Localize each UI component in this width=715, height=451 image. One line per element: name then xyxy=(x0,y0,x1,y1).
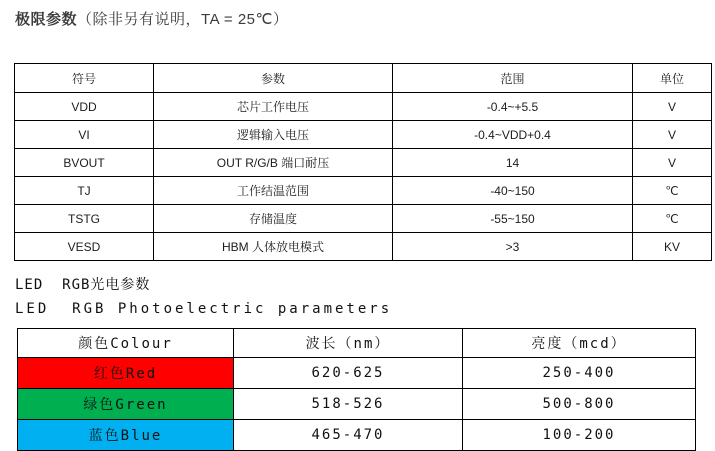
limits-header-row xyxy=(15,64,712,93)
symbol-cell: TSTG xyxy=(15,205,154,233)
unit-cell: ℃ xyxy=(633,205,712,233)
colors-header-brightness: 亮度（mcd） xyxy=(463,329,696,358)
color-name-cell: 红色Red xyxy=(18,358,234,389)
limits-table xyxy=(14,63,712,261)
colors-header-wavelength: 波长（nm） xyxy=(234,329,463,358)
colors-header-row xyxy=(18,329,696,358)
symbol-cell: VDD xyxy=(15,93,154,121)
limits-header-range: 范围 xyxy=(393,64,633,93)
title-note-text: （除非另有说明，TA = 25℃） xyxy=(77,11,289,28)
table-row xyxy=(18,358,696,389)
limits-header-parameter: 参数 xyxy=(154,64,393,93)
led-heading-cn: LED RGB光电参数 xyxy=(15,277,151,293)
color-name-cell: 蓝色Blue xyxy=(18,420,234,451)
unit-cell: V xyxy=(633,93,712,121)
color-name-cell: 绿色Green xyxy=(18,389,234,420)
symbol-cell: VESD xyxy=(15,233,154,261)
parameter-cell: 芯片工作电压 xyxy=(154,93,393,121)
symbol-cell: BVOUT xyxy=(15,149,154,177)
symbol-cell: VI xyxy=(15,121,154,149)
range-cell: >3 xyxy=(393,233,633,261)
table-row xyxy=(18,389,696,420)
limits-header-unit: 单位 xyxy=(633,64,712,93)
range-cell: -55~150 xyxy=(393,205,633,233)
table-row xyxy=(15,149,712,177)
table-row xyxy=(15,121,712,149)
wavelength-cell: 620-625 xyxy=(234,358,463,389)
table-row xyxy=(15,93,712,121)
range-cell: -0.4~+5.5 xyxy=(393,93,633,121)
table-row xyxy=(15,205,712,233)
symbol-cell: TJ xyxy=(15,177,154,205)
colors-header-colour: 颜色Colour xyxy=(18,329,234,358)
table-row xyxy=(18,420,696,451)
unit-cell: V xyxy=(633,149,712,177)
led-heading-en: LED RGB Photoelectric parameters xyxy=(15,301,393,317)
page-title xyxy=(15,8,715,29)
brightness-cell: 500-800 xyxy=(463,389,696,420)
unit-cell: KV xyxy=(633,233,712,261)
unit-cell: V xyxy=(633,121,712,149)
parameter-cell: 逻辑输入电压 xyxy=(154,121,393,149)
range-cell: -0.4~VDD+0.4 xyxy=(393,121,633,149)
parameter-cell: HBM 人体放电模式 xyxy=(154,233,393,261)
led-colors-table xyxy=(17,328,696,451)
parameter-cell: 工作结温范围 xyxy=(154,177,393,205)
title-bold-text: 极限参数 xyxy=(15,11,78,28)
range-cell: -40~150 xyxy=(393,177,633,205)
parameter-cell: 存储温度 xyxy=(154,205,393,233)
wavelength-cell: 465-470 xyxy=(234,420,463,451)
range-cell: 14 xyxy=(393,149,633,177)
limits-header-symbol: 符号 xyxy=(15,64,154,93)
table-row xyxy=(15,177,712,205)
table-row xyxy=(15,233,712,261)
parameter-cell: OUT R/G/B 端口耐压 xyxy=(154,149,393,177)
wavelength-cell: 518-526 xyxy=(234,389,463,420)
brightness-cell: 100-200 xyxy=(463,420,696,451)
unit-cell: ℃ xyxy=(633,177,712,205)
brightness-cell: 250-400 xyxy=(463,358,696,389)
